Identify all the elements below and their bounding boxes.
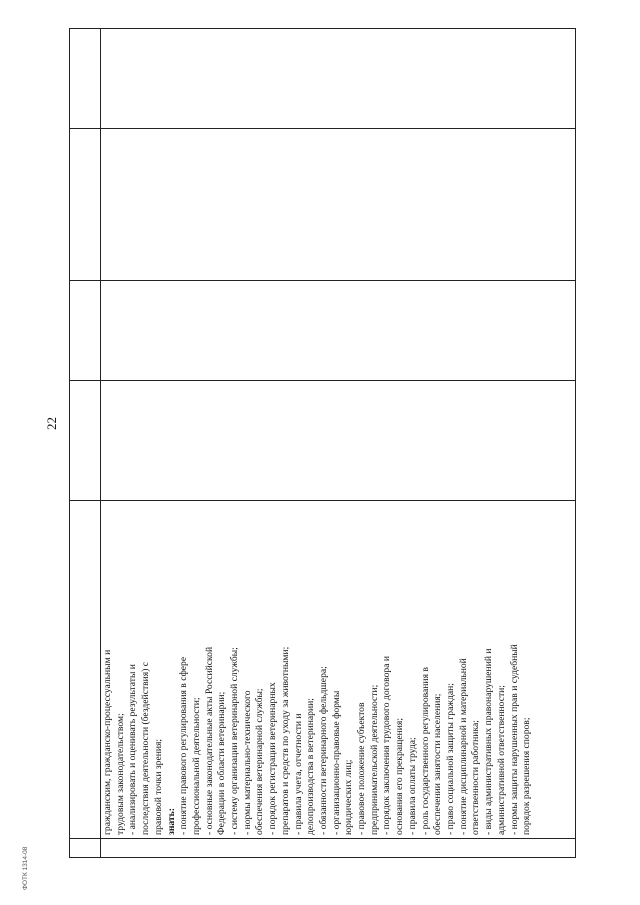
row-divider: [69, 128, 576, 129]
text-line: - обязанности ветеринарного фельдшера;: [317, 666, 329, 835]
text-line: - понятие дисциплинарной и материальной: [457, 658, 469, 835]
text-line: - порядок заключения трудового договора и: [381, 656, 393, 835]
row-divider: [69, 380, 576, 381]
text-line: - нормы материально-технического: [241, 690, 253, 835]
text-line: профессиональной деятельности;: [190, 697, 202, 835]
text-line: - правила оплаты труда;: [406, 737, 418, 835]
text-line: юридических лиц;: [343, 759, 355, 835]
footer-code: ФОТК 1314-08: [22, 846, 29, 890]
text-line: обеспечении занятости населения;: [432, 693, 444, 835]
text-line: делопроизводства в ветеринарии;: [305, 698, 317, 835]
text-line: - систему организации ветеринарной службы;: [229, 647, 241, 835]
row-divider: [69, 838, 576, 839]
text-line: - порядок регистрации ветеринарных: [267, 682, 279, 835]
text-line: - виды административных правонарушений и: [483, 648, 495, 835]
text-line: основания его прекращения;: [394, 717, 406, 835]
text-line: Федерации в области ветеринарии;: [216, 691, 228, 835]
text-line: - организационно-правовые формы: [330, 690, 342, 835]
row-divider: [69, 280, 576, 281]
text-line: трудовым законодательством;: [114, 713, 126, 835]
text-line: ответственности работника;: [470, 720, 482, 835]
text-line: обеспечения ветеринарной службы;: [254, 688, 266, 835]
page-number: 22: [44, 417, 59, 430]
text-line: - правила учета, отчетности и: [292, 713, 304, 835]
text-line: последствия деятельности (бездействия) с: [140, 661, 152, 835]
text-line: - анализировать и оценивать результаты и: [127, 664, 139, 835]
text-line: - правовое положение субъектов: [356, 702, 368, 835]
text-line: - роль государственного регулирования в: [419, 667, 431, 835]
text-line: - понятие правового регулирования в сфере: [178, 656, 190, 835]
text-line: предпринимательской деятельности;: [368, 684, 380, 835]
text-line: препаратов и средств по уходу за животными;: [279, 646, 291, 835]
text-line: гражданским, гражданско-процессуальным и: [102, 649, 113, 835]
text-line: административной ответственности;: [495, 685, 507, 835]
text-line: - право социальной защиты граждан;: [444, 683, 456, 835]
competency-text-cell: [100, 498, 576, 838]
text-line: - нормы защиты нарушенных прав и судебный: [508, 644, 520, 835]
text-line: правовой точки зрения;: [152, 738, 164, 835]
text-line: - основные законодательные акты Российской: [203, 646, 215, 835]
text-line: порядок разрешения споров;: [521, 717, 533, 835]
text-line: знать:: [165, 808, 177, 835]
